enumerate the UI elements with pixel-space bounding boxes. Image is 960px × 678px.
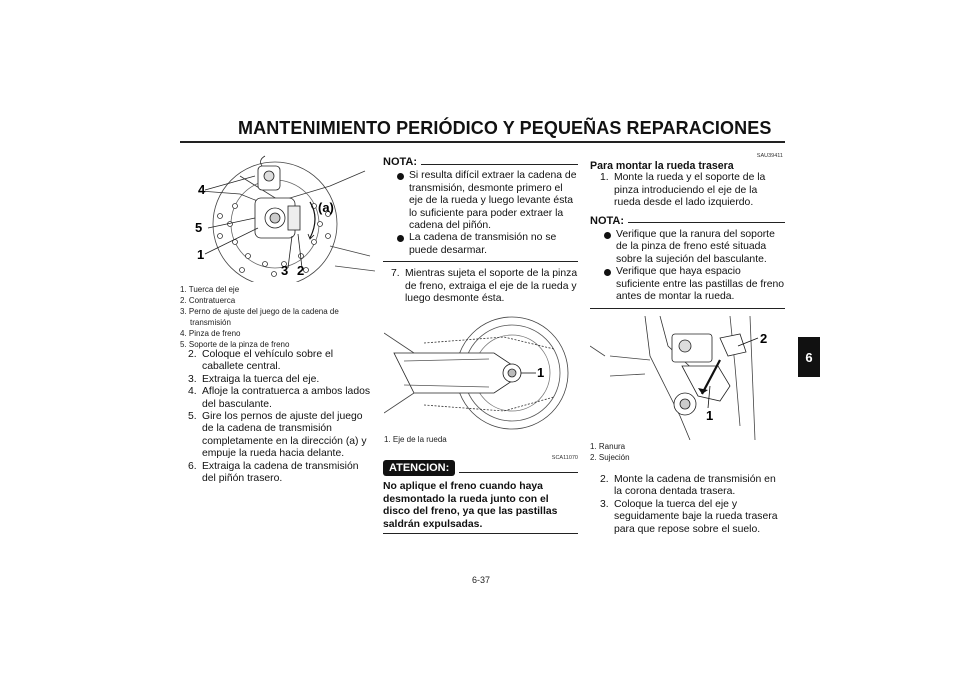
figure-label-3: 3 xyxy=(281,263,289,278)
left-steps xyxy=(180,349,375,485)
caption-line: 5. Soporte de la pinza de freno xyxy=(180,340,290,349)
atencion-end-rule xyxy=(383,533,578,534)
nota-bullet: La cadena de transmisión no se puede desarmar. xyxy=(383,232,578,257)
middle-figure-caption: 1. Eje de la rueda xyxy=(384,435,447,444)
caption-line: 1. Ranura xyxy=(590,442,626,451)
step-item: 2. Coloque el vehículo sobre el caballete central. xyxy=(188,349,334,373)
caption-line: 2. Sujeción xyxy=(590,453,630,462)
section-code: SCA11070 xyxy=(551,455,578,461)
chapter-tab: 6 xyxy=(798,337,820,377)
title-rule xyxy=(180,141,785,143)
figure-brake-caliper xyxy=(180,146,375,282)
step-item: 4. Afloje la contratuerca a ambos lados del basculante. xyxy=(188,386,371,410)
atencion-heading: ATENCION: xyxy=(383,460,578,476)
nota-bullet: Si resulta difícil extraer la cadena de transmisión, desmonte primero el eje de la rueda y luego levante ésta lo suficiente para poder extraer la cadena del piñón. xyxy=(383,170,578,232)
right-column-text xyxy=(590,160,785,309)
figure-label-1: 1 xyxy=(197,247,205,262)
step-item: 5. Gire los pernos de ajuste del juego de la cadena de transmisión completamente en la dirección (a) y empuje la rueda hacia delante. xyxy=(188,411,367,460)
right-figure-captions xyxy=(590,441,785,463)
right-steps xyxy=(590,474,785,536)
atencion-box xyxy=(383,460,578,534)
nota-heading: NOTA: xyxy=(383,156,578,168)
step-item: 3. Coloque la tuerca del eje y seguidamente baje la rueda trasera para que repose sobre el suelo. xyxy=(600,498,778,535)
figure-label-1: 1 xyxy=(706,408,714,423)
caption-line: 4. Pinza de freno xyxy=(180,329,241,338)
figure-label-5: 5 xyxy=(195,220,203,235)
figure-label-a: (a) xyxy=(318,200,334,215)
atencion-text: No aplique el freno cuando haya desmontado la rueda junto con el disco del freno, ya que las pastillas saldrán expulsadas. xyxy=(383,481,558,530)
figure-label-4: 4 xyxy=(198,182,206,197)
figure-caliper-slot xyxy=(590,316,785,440)
step-item: 1. Monte la rueda y el soporte de la pinza introduciendo el eje de la rueda desde el lado izquierdo. xyxy=(600,172,766,209)
page-number: 6-37 xyxy=(472,575,491,585)
section-heading: Para montar la rueda trasera xyxy=(590,160,734,172)
figure-label-1: 1 xyxy=(537,365,545,380)
figure-label-2: 2 xyxy=(297,263,305,278)
page-title: MANTENIMIENTO PERIÓDICO Y PEQUEÑAS REPARACIONES xyxy=(238,118,772,138)
figure-label-2: 2 xyxy=(760,331,768,346)
caption-line: 3. Perno de ajuste del juego de la cadena de xyxy=(180,307,339,316)
section-code: SAU39411 xyxy=(756,153,783,159)
caption-line: transmisión xyxy=(190,318,231,327)
nota-bullet: Verifique que la ranura del soporte de la pinza de freno esté situada sobre la sujeción del basculante. xyxy=(590,229,785,266)
step-item: 3. Extraiga la tuerca del eje. xyxy=(188,373,320,385)
nota-bullet: Verifique que haya espacio suficiente entre las pastillas de freno antes de montar la rueda. xyxy=(590,266,785,303)
step-item: 2. Monte la cadena de transmisión en la corona dentada trasera. xyxy=(600,474,776,498)
caption-line: 1. Tuerca del eje xyxy=(180,285,240,294)
nota-end-rule xyxy=(383,261,578,262)
caption-line: 2. Contratuerca xyxy=(180,296,236,305)
figure-rear-wheel-axle xyxy=(384,313,579,433)
left-figure-captions xyxy=(180,284,380,350)
nota-end-rule xyxy=(590,308,785,309)
step-item: 7. Mientras sujeta el soporte de la pinza de freno, extraiga el eje de la rueda y luego desmonte ésta. xyxy=(391,268,578,305)
nota-heading: NOTA: xyxy=(590,215,785,227)
middle-nota xyxy=(383,156,578,305)
step-item: 6. Extraiga la cadena de transmisión del piñón trasero. xyxy=(188,460,359,485)
